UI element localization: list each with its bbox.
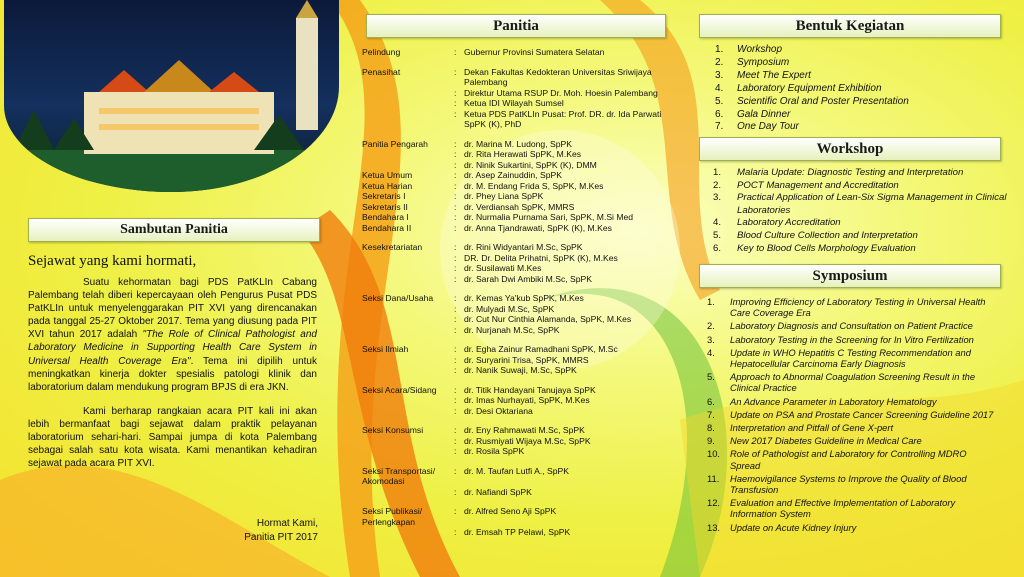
committee-member: dr. Imas Nurhayati, SpPK, M.Kes	[464, 395, 590, 405]
item-number: 2.	[713, 179, 722, 191]
separator: :	[454, 149, 457, 159]
activity-text: Meet The Expert	[737, 69, 811, 81]
event-theme: "The Role of Clinical Pathologist and Laboratory Medicine in Supporting Health Care System in Universal Health Coverage Era"	[28, 329, 317, 367]
symposium-text: Update on Acute Kidney Injury	[730, 521, 857, 533]
item-number: 1.	[715, 44, 724, 55]
committee-member: dr. Ninik Sukartini, SpPK (K), DMM	[464, 159, 597, 170]
item-number: 2.	[707, 320, 715, 332]
separator: :	[454, 273, 457, 284]
committee-member: dr. Nanik Suwaji, M.Sc, SpPK	[464, 365, 577, 375]
item-number: 3.	[707, 333, 715, 345]
activity-item	[715, 44, 909, 57]
committee-role: Ketua Umum	[362, 170, 413, 180]
item-number: 5.	[715, 95, 724, 107]
committee-member: dr. M. Endang Frida S, SpPK, M.Kes	[464, 180, 604, 191]
item-number: 6.	[715, 108, 724, 120]
committee-member: dr. Emsah TP Pelawi, SpPK	[464, 527, 571, 537]
committee-role	[362, 487, 454, 498]
committee-role: Seksi Transportasi/ Akomodasi	[362, 465, 436, 486]
separator: :	[454, 293, 457, 303]
committee-member: dr. Verdiansah SpPK, MMRS	[464, 201, 575, 212]
symposium-text: Evaluation and Effective Implementation of Laboratory Information System	[730, 497, 956, 520]
item-number: 3.	[713, 192, 722, 204]
committee-role	[362, 88, 454, 99]
committee-role	[362, 355, 454, 366]
spacer	[362, 130, 674, 139]
committee-row	[362, 139, 674, 150]
committee-row	[362, 149, 674, 160]
committee-row	[362, 170, 674, 181]
committee-role: Kesekretariatan	[362, 242, 423, 252]
committee-member: dr. Anna Tjandrawati, SpPK (K), M.Kes	[464, 222, 612, 233]
sambutan-header: Sambutan Panitia	[28, 218, 320, 242]
signature-block	[240, 517, 318, 545]
committee-row	[362, 506, 674, 527]
symposium-item	[707, 422, 999, 433]
committee-role	[362, 395, 454, 406]
committee-row	[362, 293, 674, 304]
spacer	[362, 284, 674, 293]
symposium-item	[707, 334, 999, 345]
separator: :	[454, 66, 457, 77]
committee-row	[362, 181, 674, 192]
item-number: 4.	[715, 82, 724, 94]
item-number: 7.	[707, 408, 715, 420]
separator: :	[454, 365, 457, 375]
committee-role: Ketua Harian	[362, 180, 413, 191]
committee-role: Seksi Publikasi/ Perlengkapan	[362, 506, 423, 527]
committee-member: dr. M. Taufan Lutfi A., SpPK	[464, 465, 569, 476]
item-number: 6.	[707, 395, 715, 407]
spacer	[362, 335, 674, 344]
committee-member: Ketua PDS PatKLIn Pusat: Prof. DR. dr. Ida Parwati SpPK (K), PhD	[464, 108, 662, 129]
item-number: 9.	[707, 435, 715, 447]
symposium-item	[707, 473, 999, 495]
committee-member: dr. Alfred Seno Aji SpPK	[464, 506, 557, 516]
committee-role: Seksi Ilmiah	[362, 344, 409, 354]
committee-row	[362, 425, 674, 436]
workshop-text: POCT Management and Accreditation	[737, 179, 899, 191]
committee-row	[362, 406, 674, 417]
committee-member: dr. Egha Zainur Ramadhani SpPK, M.Sc	[464, 344, 618, 354]
workshop-item	[713, 217, 1008, 230]
spacer	[362, 58, 674, 67]
committee-member: dr. Rita Herawati SpPK, M.Kes	[464, 149, 582, 159]
committee-member: dr. Desi Oktariana	[464, 405, 533, 416]
committee-row	[362, 191, 674, 202]
item-number: 3.	[715, 69, 724, 81]
committee-row	[362, 355, 674, 366]
separator: :	[454, 87, 457, 98]
committee-row	[362, 325, 674, 336]
symposium-text: Role of Pathologist and Laboratory for Controlling MDRO Spread	[730, 448, 967, 471]
committee-row	[362, 344, 674, 355]
committee-member: dr. Sarah Dwi Ambiki M.Sc, SpPK	[464, 273, 592, 284]
symposium-item	[707, 296, 999, 318]
symposium-text: New 2017 Diabetes Guideline in Medical Care	[730, 435, 922, 447]
workshop-item	[713, 243, 1008, 256]
welcome-letter	[28, 276, 317, 481]
committee-role	[362, 527, 454, 538]
separator: :	[454, 314, 457, 324]
committee-row	[362, 160, 674, 171]
workshop-header: Workshop	[699, 137, 1001, 161]
item-number: 8.	[707, 422, 715, 434]
separator: :	[454, 486, 457, 497]
separator: :	[454, 446, 457, 456]
activity-text: Laboratory Equipment Exhibition	[737, 82, 882, 94]
workshop-text: Laboratory Accreditation	[737, 217, 841, 229]
item-number: 6.	[713, 242, 722, 254]
separator: :	[454, 108, 457, 119]
committee-member: dr. Cut Nur Cinthia Alamanda, SpPK, M.Kes	[464, 314, 632, 324]
committee-row	[362, 109, 674, 130]
activity-text: Gala Dinner	[737, 108, 791, 120]
committee-row	[362, 242, 674, 253]
committee-role	[362, 98, 454, 109]
bentuk-kegiatan-header: Bentuk Kegiatan	[699, 14, 1001, 38]
spacer	[362, 376, 674, 385]
committee-role	[362, 109, 454, 130]
committee-role	[362, 160, 454, 171]
committee-row	[362, 314, 674, 325]
committee-row	[362, 274, 674, 285]
separator: :	[454, 324, 457, 335]
committee-row	[362, 487, 674, 498]
committee-role	[362, 446, 454, 457]
committee-member: dr. Asep Zainuddin, SpPK	[464, 170, 562, 180]
activity-item	[715, 83, 909, 96]
committee-member: dr. Mulyadi M.Sc, SpPK	[464, 303, 555, 314]
activity-item	[715, 70, 909, 83]
workshop-item	[713, 230, 1008, 243]
item-number: 1.	[713, 167, 722, 178]
committee-member: dr. Eny Rahmawati M.Sc, SpPK	[464, 425, 585, 435]
activity-text: Workshop	[737, 44, 783, 55]
workshop-text: Key to Blood Cells Morphology Evaluation	[737, 242, 916, 254]
committee-role: Bendahara II	[362, 222, 412, 233]
separator: :	[454, 180, 457, 191]
item-number: 4.	[707, 346, 715, 358]
committee-row	[362, 223, 674, 234]
committee-member: DR. Dr. Delita Prihatni, SpPK (K), M.Kes	[464, 252, 618, 263]
committee-member: dr. Rosila SpPK	[464, 446, 525, 456]
committee-role	[362, 263, 454, 274]
symposium-list	[707, 296, 999, 535]
committee-row	[362, 365, 674, 376]
separator: :	[454, 303, 457, 314]
item-number: 4.	[713, 217, 722, 229]
spacer	[362, 497, 674, 506]
item-number: 10.	[707, 448, 721, 460]
item-number: 5.	[707, 371, 715, 383]
committee-role: Seksi Acara/Sidang	[362, 384, 437, 395]
separator: :	[454, 506, 457, 516]
committee-row	[362, 385, 674, 396]
symposium-item	[707, 497, 999, 519]
item-number: 12.	[707, 497, 721, 509]
committee-member: Gubernur Provinsi Sumatera Selatan	[464, 47, 605, 57]
workshop-text: Blood Culture Collection and Interpretation	[737, 229, 918, 241]
item-number: 2.	[715, 56, 724, 68]
spacer	[362, 233, 674, 242]
symposium-item	[707, 347, 999, 369]
separator: :	[454, 354, 457, 365]
committee-role	[362, 406, 454, 417]
committee-member: dr. Suryarini Trisa, SpPK, MMRS	[464, 354, 589, 365]
committee-member: dr. Nurjanah M.Sc, SpPK	[464, 324, 560, 335]
separator: :	[454, 47, 457, 57]
committee-row	[362, 202, 674, 213]
separator: :	[454, 98, 457, 108]
symposium-item	[707, 320, 999, 331]
item-number: 1.	[707, 296, 715, 307]
committee-role: Sekretaris I	[362, 191, 406, 201]
symposium-item	[707, 396, 999, 407]
letter-text: . Tema ini dipilih untuk meningkatkan kinerja dokter spesialis patologi klinik dan laboratorium dalam mendukung program BPJS di era JKN.	[28, 355, 317, 393]
separator: :	[454, 191, 457, 201]
committee-member: dr. Rini Widyantari M.Sc, SpPK	[464, 242, 583, 252]
workshop-list	[713, 167, 1008, 255]
separator: :	[454, 344, 457, 354]
separator: :	[454, 212, 457, 222]
symposium-text: Update in WHO Hepatitis C Testing Recommendation and Hepatocellular Carcinoma Early Diagnosis	[730, 346, 971, 370]
committee-role	[362, 274, 454, 285]
greeting: Sejawat yang kami hormati,	[28, 253, 197, 269]
committee-member: dr. Nurmalia Purnama Sari, SpPK, M.Si Med	[464, 212, 634, 222]
symposium-item	[707, 371, 999, 393]
symposium-item	[707, 435, 999, 446]
committee-role	[362, 304, 454, 315]
committee-member: dr. Phey Liana SpPK	[464, 191, 544, 201]
committee-row	[362, 395, 674, 406]
activity-text: Symposium	[737, 56, 790, 68]
committee-row	[362, 212, 674, 223]
activity-item	[715, 121, 909, 134]
committee-role	[362, 325, 454, 336]
symposium-item	[707, 448, 999, 470]
workshop-item	[713, 180, 1008, 193]
committee-role: Panitia Pengarah	[362, 138, 428, 149]
committee-table	[362, 47, 674, 538]
panitia-header: Panitia	[366, 14, 666, 38]
committee-member: Direktur Utama RSUP Dr. Moh. Hoesin Palembang	[464, 87, 658, 98]
letter-text: Suatu kehormatan bagi PDS PatKLIn Cabang Palembang telah diberi kepercayaan oleh Pengurus Pusat PDS PatKLIn untuk menyelenggarakan PIT XVI yang direncanakan pada tanggal 25-27 Oktober 2017. Tema yang diusung pada PIT XVI tahun 2017 adalah	[28, 277, 317, 341]
committee-role: Sekretaris II	[362, 201, 408, 212]
separator: :	[454, 405, 457, 416]
separator: :	[454, 384, 457, 395]
committee-member: dr. Susilawati M.Kes	[464, 263, 542, 273]
symposium-text: Haemovigilance Systems to Improve the Quality of Blood Transfusion	[730, 472, 967, 496]
symposium-text: Laboratory Testing in the Screening for In Vitro Fertilization	[730, 333, 974, 345]
separator: :	[454, 527, 457, 537]
committee-role: Bendahara I	[362, 212, 409, 222]
signature: Panitia PIT 2017	[244, 532, 318, 543]
committee-row	[362, 263, 674, 274]
symposium-text: Update on PSA and Prostate Cancer Screening Guideline 2017	[730, 408, 994, 420]
spacer	[362, 416, 674, 425]
committee-role	[362, 365, 454, 376]
separator: :	[454, 222, 457, 233]
item-number: 7.	[715, 121, 724, 133]
committee-row	[362, 98, 674, 109]
symposium-text: An Advance Parameter in Laboratory Hematology	[730, 395, 937, 407]
separator: :	[454, 395, 457, 405]
committee-role: Pelindung	[362, 47, 401, 57]
workshop-text: Malaria Update: Diagnostic Testing and Interpretation	[737, 167, 964, 178]
committee-member: dr. Kemas Ya'kub SpPK, M.Kes	[464, 293, 584, 303]
committee-member: dr. Rusmiyati Wijaya M.Sc, SpPK	[464, 435, 591, 446]
separator: :	[454, 252, 457, 263]
committee-member: Dekan Fakultas Kedokteran Universitas Sriwijaya Palembang	[464, 66, 652, 87]
item-number: 11.	[707, 472, 720, 484]
symposium-text: Approach to Abnormal Coagulation Screening Result in the Clinical Practice	[730, 371, 976, 394]
committee-row	[362, 304, 674, 315]
committee-row	[362, 88, 674, 99]
committee-row	[362, 436, 674, 447]
letter-paragraph-2: Kami berharap rangkaian acara PIT kali ini akan lebih bermanfaat bagi sejawat dalam praktik pelayanan laboratorium sehari-hari. Sampai jumpa di kota Palembang sebagai salah satu kota wisata. Kami menantikan kehadiran sejawat pada acara PIT XVI.	[28, 405, 317, 470]
workshop-item	[713, 167, 1008, 180]
item-number: 13.	[707, 521, 721, 533]
separator: :	[454, 242, 457, 252]
committee-role: Penasihat	[362, 66, 401, 77]
committee-role	[362, 253, 454, 264]
committee-member: dr. Titik Handayani Tanujaya SpPK	[464, 384, 596, 395]
committee-role: Seksi Dana/Usaha	[362, 293, 434, 303]
symposium-item	[707, 409, 999, 420]
closing: Hormat Kami,	[256, 518, 318, 529]
separator: :	[454, 159, 457, 170]
workshop-item	[713, 192, 1008, 217]
committee-member: dr. Marina M. Ludong, SpPK	[464, 138, 572, 149]
separator: :	[454, 435, 457, 446]
committee-row	[362, 47, 674, 58]
item-number: 5.	[713, 229, 722, 241]
spacer	[362, 457, 674, 466]
committee-role	[362, 436, 454, 447]
workshop-text: Practical Application of Lean-Six Sigma Management in Clinical Laboratories	[737, 192, 1007, 216]
symposium-text: Laboratory Diagnosis and Consultation on Patient Practice	[730, 320, 973, 332]
committee-row	[362, 466, 674, 487]
separator: :	[454, 465, 457, 476]
separator: :	[454, 263, 457, 273]
committee-member: dr. Nafiandi SpPK	[464, 486, 532, 497]
separator: :	[454, 138, 457, 149]
committee-member: Ketua IDI Wilayah Sumsel	[464, 98, 564, 108]
committee-row	[362, 253, 674, 264]
separator: :	[454, 425, 457, 435]
activity-item	[715, 96, 909, 109]
committee-row	[362, 446, 674, 457]
committee-role	[362, 314, 454, 325]
activity-text: One Day Tour	[737, 121, 799, 133]
activity-item	[715, 109, 909, 122]
bentuk-kegiatan-list	[715, 44, 909, 134]
committee-row	[362, 67, 674, 88]
separator: :	[454, 201, 457, 212]
activity-text: Scientific Oral and Poster Presentation	[737, 95, 909, 107]
symposium-text: Improving Efficiency of Laboratory Testing in Universal Health Care Coverage Era	[730, 296, 986, 319]
letter-paragraph-1	[28, 276, 317, 394]
committee-role: Seksi Konsumsi	[362, 425, 424, 435]
separator: :	[454, 170, 457, 180]
committee-role	[362, 149, 454, 160]
symposium-item	[707, 522, 999, 533]
symposium-header: Symposium	[699, 264, 1001, 288]
committee-row	[362, 527, 674, 538]
symposium-text: Interpretation and Pitfall of Gene X-pert	[730, 422, 894, 434]
activity-item	[715, 57, 909, 70]
